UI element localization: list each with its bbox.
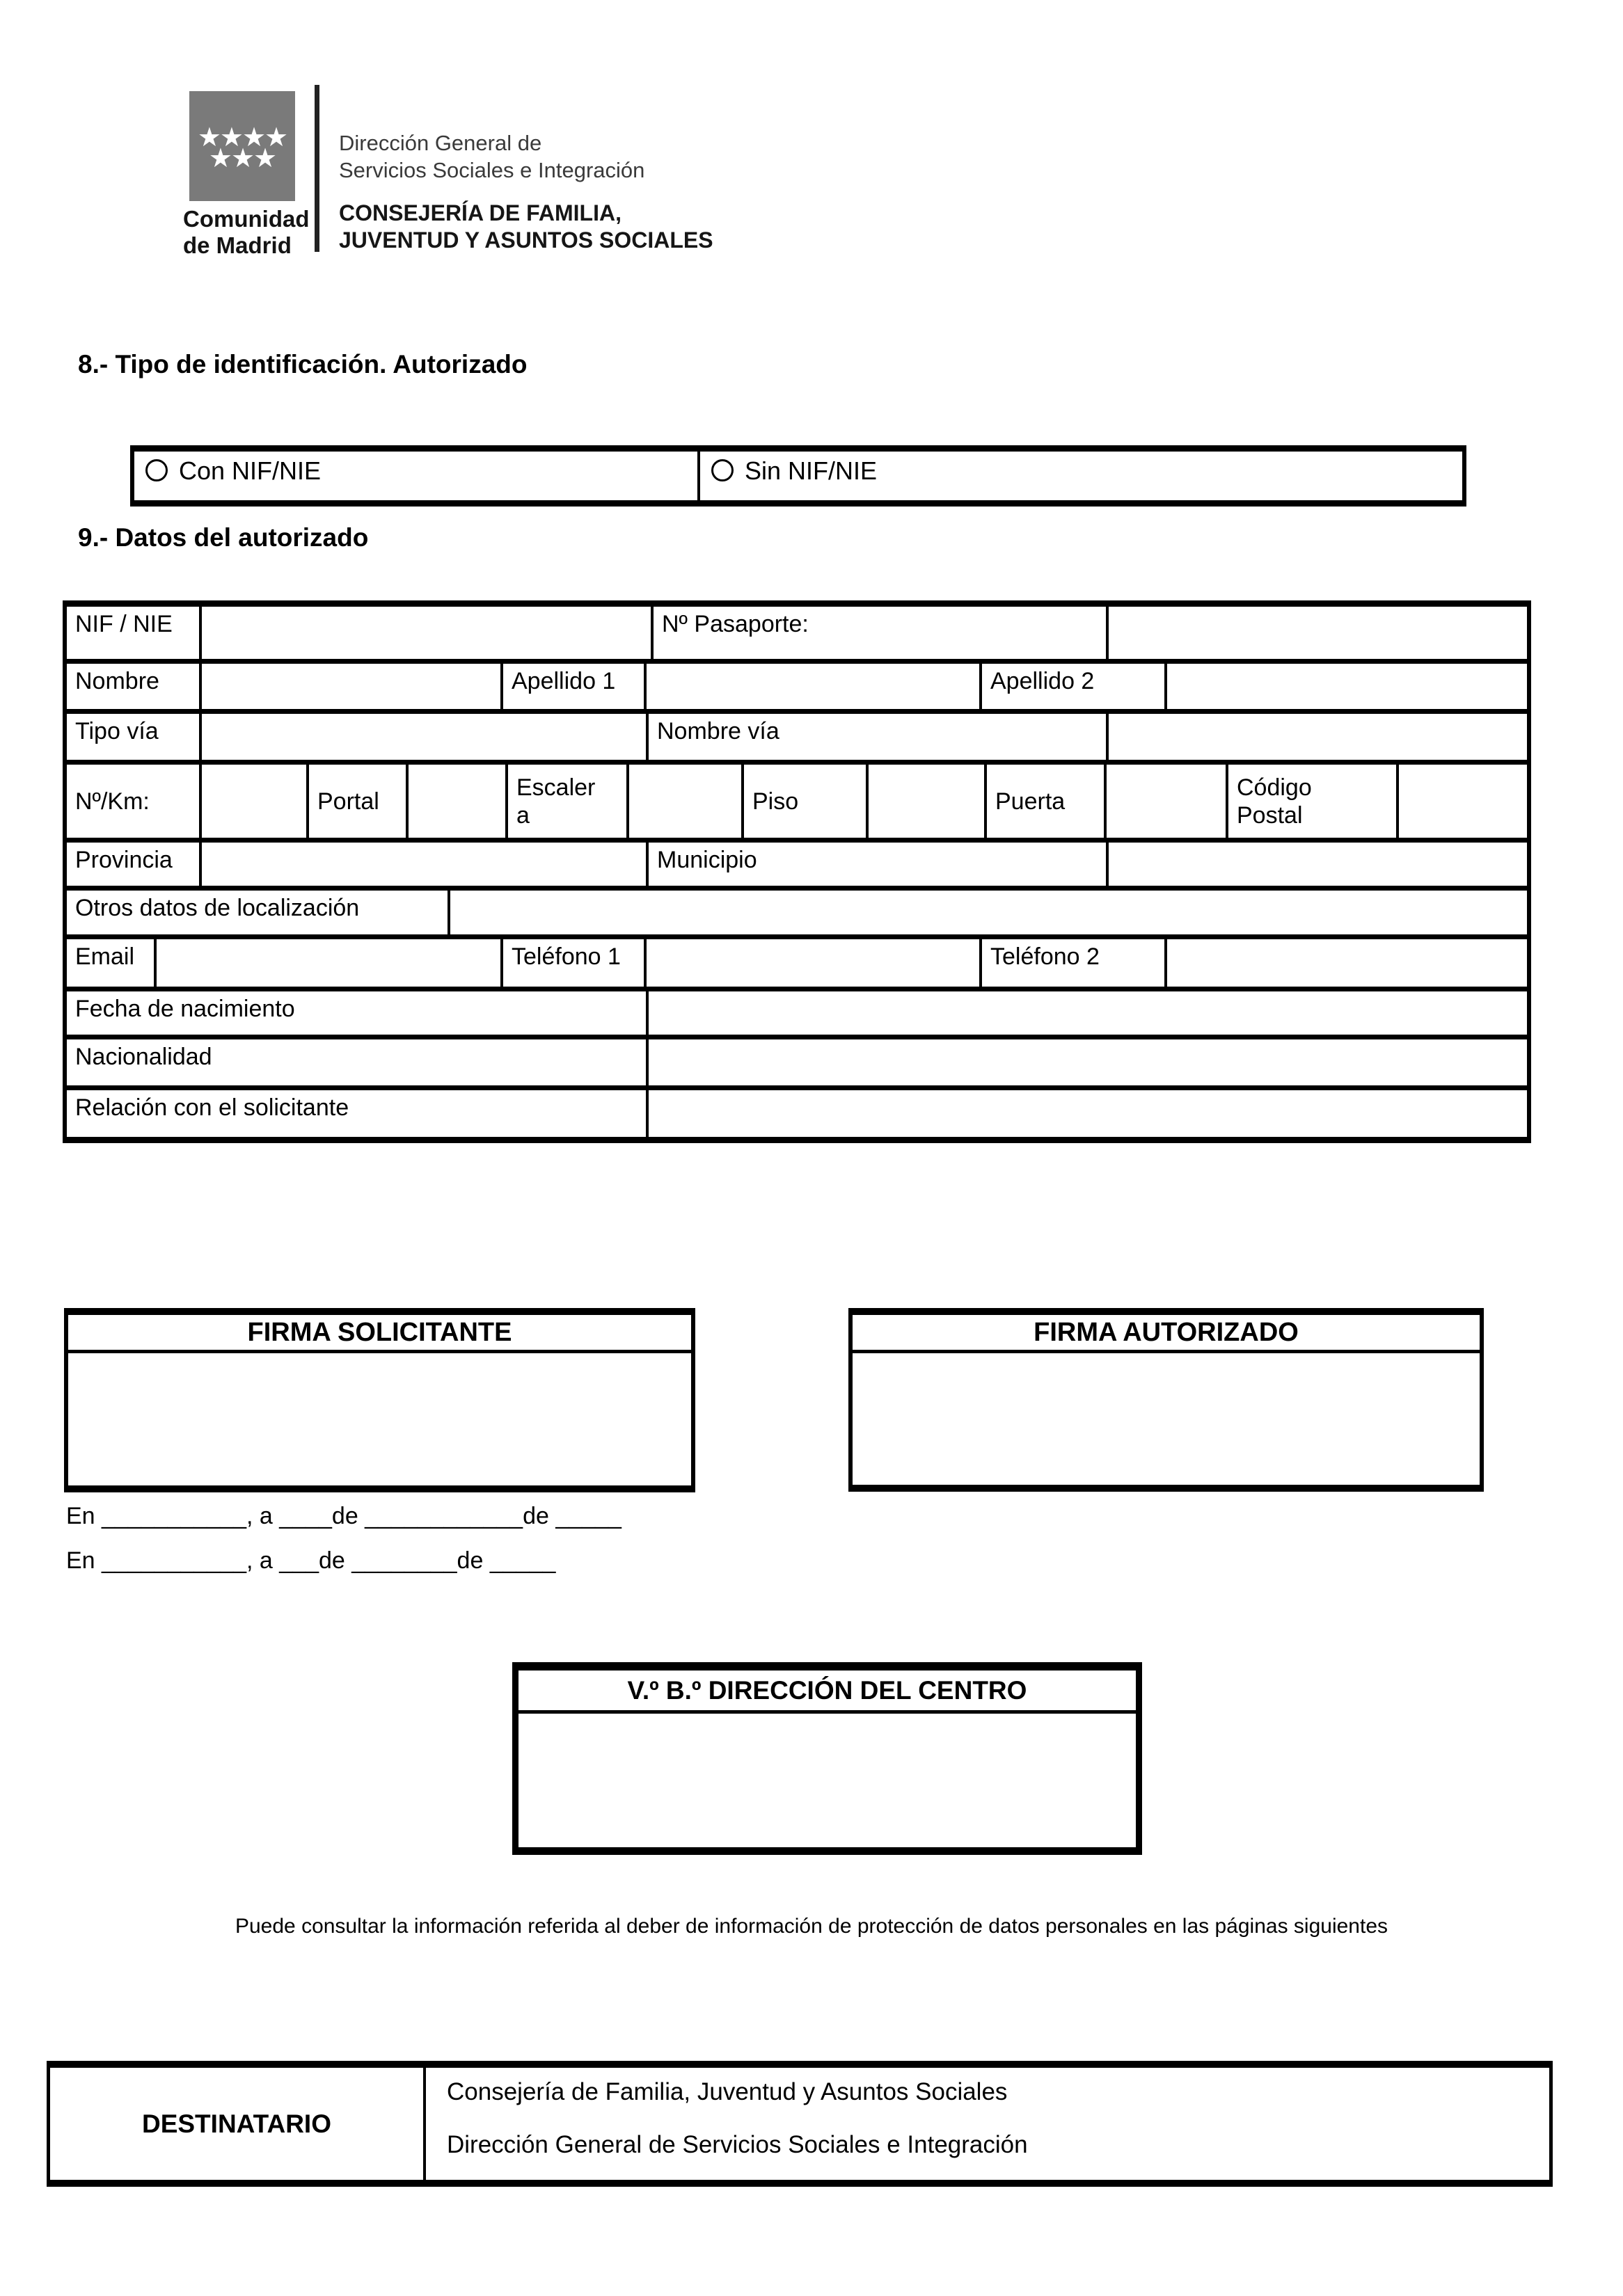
department-name <box>339 200 713 254</box>
input-nombre-via[interactable] <box>1106 714 1527 760</box>
input-otros-datos[interactable] <box>448 891 1527 934</box>
destinatario-label: DESTINATARIO <box>50 2068 426 2180</box>
identification-type-box <box>130 445 1466 507</box>
label-relacion-solicitante: Relación con el solicitante <box>75 1094 349 1121</box>
flag-stars-icon: ★★★★ <box>197 123 287 152</box>
input-puerta[interactable] <box>1104 765 1226 838</box>
radio-icon[interactable] <box>711 459 734 481</box>
input-provincia[interactable] <box>199 843 646 886</box>
label-nombre: Nombre <box>75 668 159 694</box>
label-nif-nie: NIF / NIE <box>75 611 173 637</box>
table-row <box>67 760 1527 838</box>
input-portal[interactable] <box>406 765 505 838</box>
label-codigo-postal: Código Postal <box>1226 765 1396 838</box>
input-num-km[interactable] <box>199 765 306 838</box>
logo-divider <box>315 85 319 252</box>
label-apellido-2: Apellido 2 <box>979 664 1164 709</box>
label-num-km: Nº/Km: <box>75 788 150 815</box>
input-apellido-1[interactable] <box>644 664 979 709</box>
table-row <box>67 659 1527 709</box>
vobo-title: V.º B.º DIRECCIÓN DEL CENTRO <box>518 1671 1136 1714</box>
label-num-pasaporte: Nº Pasaporte: <box>651 607 1106 659</box>
input-municipio[interactable] <box>1106 843 1527 886</box>
directorate-line2: Servicios Sociales e Integración <box>339 158 645 182</box>
vobo-direccion-centro-box <box>512 1662 1142 1855</box>
firma-autorizado-signature-area[interactable] <box>853 1353 1480 1485</box>
input-tipo-via[interactable] <box>199 714 646 760</box>
date-line-2: En ___________, a ___de ________de _____ <box>66 1547 556 1574</box>
input-nif-nie[interactable] <box>199 607 651 659</box>
department-line2: JUVENTUD Y ASUNTOS SOCIALES <box>339 228 713 253</box>
table-row <box>67 838 1527 886</box>
input-num-pasaporte[interactable] <box>1106 607 1527 659</box>
label-telefono-1: Teléfono 1 <box>500 939 644 987</box>
option-sin-nif-nie[interactable] <box>700 452 1462 500</box>
destinatario-value <box>426 2068 1549 2180</box>
label-otros-datos: Otros datos de localización <box>75 895 360 921</box>
radio-icon[interactable] <box>145 459 168 481</box>
label-nombre-via: Nombre vía <box>646 714 1106 760</box>
firma-solicitante-signature-area[interactable] <box>68 1353 691 1485</box>
table-row <box>67 1035 1527 1085</box>
datos-autorizado-table <box>63 600 1531 1143</box>
label-provincia: Provincia <box>75 847 173 873</box>
destinatario-line1: Consejería de Familia, Juventud y Asuntos Sociales <box>447 2078 1008 2105</box>
input-fecha-nacimiento[interactable] <box>646 991 1527 1035</box>
table-row <box>67 1085 1527 1137</box>
label-nacionalidad: Nacionalidad <box>75 1044 212 1070</box>
department-line1: CONSEJERÍA DE FAMILIA, <box>339 200 622 225</box>
firma-autorizado-title: FIRMA AUTORIZADO <box>853 1315 1480 1353</box>
table-row <box>67 607 1527 659</box>
label-apellido-1: Apellido 1 <box>500 664 644 709</box>
label-telefono-2: Teléfono 2 <box>979 939 1164 987</box>
date-line-1: En ___________, a ____de ____________de _____ <box>66 1503 622 1529</box>
section9-heading: 9.- Datos del autorizado <box>78 523 369 552</box>
region-name <box>183 206 309 259</box>
label-puerta: Puerta <box>984 765 1104 838</box>
input-apellido-2[interactable] <box>1164 664 1527 709</box>
firma-solicitante-title: FIRMA SOLICITANTE <box>68 1315 691 1353</box>
label-fecha-nacimiento: Fecha de nacimiento <box>75 996 295 1022</box>
input-escalera[interactable] <box>626 765 741 838</box>
table-row <box>67 934 1527 987</box>
input-piso[interactable] <box>866 765 984 838</box>
directorate-line1: Dirección General de <box>339 131 542 155</box>
madrid-flag-logo <box>189 91 295 201</box>
input-telefono-2[interactable] <box>1164 939 1527 987</box>
table-row <box>67 709 1527 760</box>
firma-solicitante-box <box>64 1308 695 1492</box>
privacy-note: Puede consultar la información referida al deber de información de protección de datos personales en las páginas siguientes <box>235 1915 1388 1938</box>
label-escalera: Escalera <box>505 765 626 838</box>
input-nombre[interactable] <box>199 664 500 709</box>
label-piso: Piso <box>741 765 866 838</box>
table-row <box>67 987 1527 1035</box>
section8-heading: 8.- Tipo de identificación. Autorizado <box>78 350 528 378</box>
directorate-name <box>339 129 644 184</box>
label-tipo-via: Tipo vía <box>75 718 159 744</box>
input-telefono-1[interactable] <box>644 939 979 987</box>
label-portal: Portal <box>306 765 406 838</box>
input-relacion-solicitante[interactable] <box>646 1090 1527 1137</box>
option-con-nif-nie[interactable] <box>134 452 700 500</box>
option-label: Sin NIF/NIE <box>745 456 878 485</box>
input-nacionalidad[interactable] <box>646 1039 1527 1085</box>
firma-autorizado-box <box>848 1308 1484 1492</box>
destinatario-line2: Dirección General de Servicios Sociales e Integración <box>447 2131 1028 2158</box>
label-email: Email <box>75 943 135 970</box>
label-municipio: Municipio <box>646 843 1106 886</box>
region-name-line1: Comunidad <box>183 206 310 232</box>
table-row <box>67 886 1527 934</box>
flag-stars-icon: ★★★ <box>208 144 276 173</box>
destinatario-table <box>47 2061 1553 2187</box>
option-label: Con NIF/NIE <box>179 456 322 485</box>
region-name-line2: de Madrid <box>183 232 292 258</box>
vobo-signature-area[interactable] <box>518 1714 1136 1852</box>
input-codigo-postal[interactable] <box>1396 765 1527 838</box>
input-email[interactable] <box>154 939 500 987</box>
